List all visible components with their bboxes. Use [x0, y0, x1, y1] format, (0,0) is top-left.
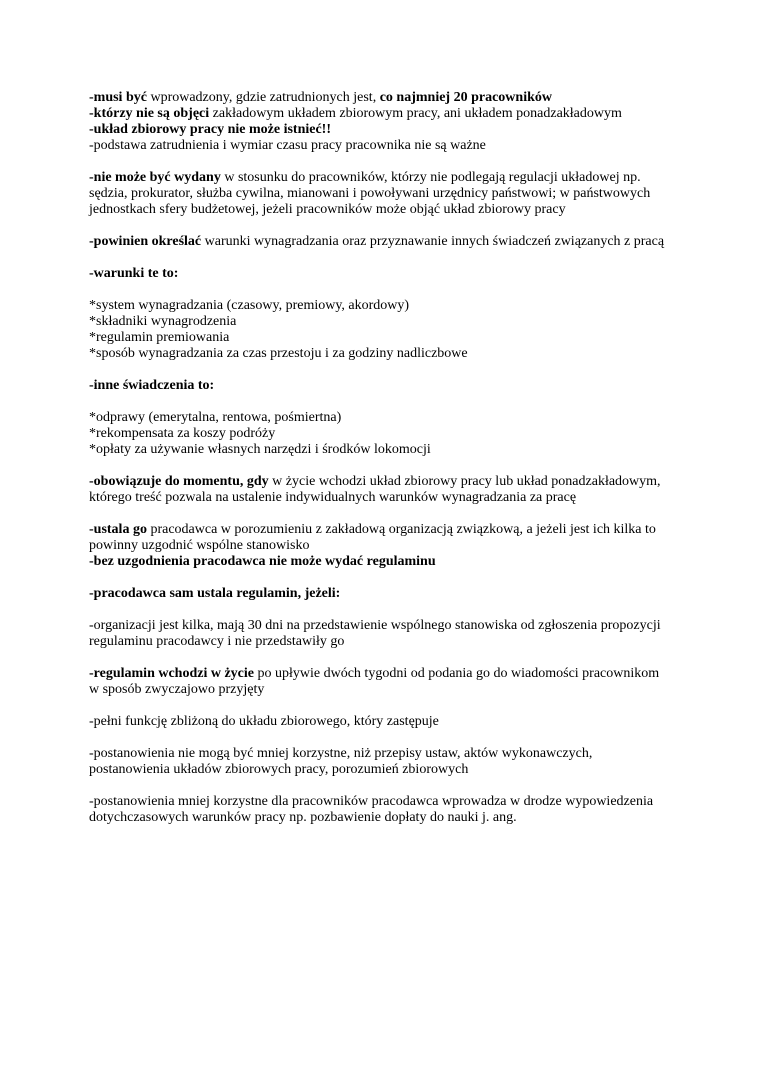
list-item: *składniki wynagrodzenia [89, 314, 237, 329]
heading-conditions [89, 266, 679, 282]
text-line: powinny uzgodnić wspólne stanowisko [89, 538, 310, 553]
text-line: w sposób zwyczajowo przyjęty [89, 682, 265, 697]
bold-term: -nie może być wydany [89, 170, 221, 185]
text-run: zakładowym układem zbiorowym pracy, ani układem ponadzakładowym [209, 106, 622, 121]
text-line [89, 586, 679, 602]
paragraph-entry-into-force [89, 666, 679, 698]
bold-term: -musi być [89, 90, 147, 105]
text-run: wprowadzony, gdzie zatrudnionych jest, [146, 90, 380, 105]
bold-term: -warunki te to: [89, 266, 179, 281]
list-item: *sposób wynagradzania za czas przestoju i za godziny nadliczbowe [89, 346, 468, 361]
text-line [89, 522, 679, 538]
list-item: *regulamin premiowania [89, 330, 230, 345]
list-item: *odprawy (emerytalna, rentowa, pośmiertna) [89, 410, 342, 425]
heading-employer-alone [89, 586, 679, 602]
bold-term: -inne świadczenia to: [89, 378, 215, 393]
paragraph-establishment [89, 522, 679, 570]
text-line: -podstawa zatrudnienia i wymiar czasu pracy pracownika nie są ważne [89, 138, 486, 153]
text-line: regulaminu pracodawcy i nie przedstawiły go [89, 634, 345, 649]
document-page [89, 90, 679, 842]
text-line: -postanowienia mniej korzystne dla pracowników pracodawca wprowadza w drodze wypowiedzenia [89, 794, 654, 809]
paragraph-organizations [89, 618, 679, 650]
paragraph-function [89, 714, 679, 730]
text-line: postanowienia układów zbiorowych pracy, porozumień zbiorowych [89, 762, 469, 777]
bold-term: -układ zbiorowy pracy nie może istnieć!! [89, 122, 331, 137]
text-run: warunki wynagradzania oraz przyznawanie innych świadczeń związanych z pracą [201, 234, 665, 249]
text-line [89, 554, 679, 570]
bold-term: -ustala go [89, 522, 147, 537]
bold-term: -powinien określać [89, 234, 202, 249]
bold-term: -bez uzgodnienia pracodawca nie może wydać regulaminu [89, 554, 436, 569]
text-line: sędzia, prokurator, służba cywilna, mianowani i powoływani urzędnicy państwowi; w państwowych [89, 186, 651, 201]
text-line [89, 474, 679, 490]
text-line: -postanowienia nie mogą być mniej korzystne, niż przepisy ustaw, aktów wykonawczych, [89, 746, 593, 761]
text-line: -organizacji jest kilka, mają 30 dni na przedstawienie wspólnego stanowiska od zgłoszenia propozycji [89, 618, 661, 633]
bold-term: -pracodawca sam ustala regulamin, jeżeli: [89, 586, 341, 601]
paragraph-content [89, 234, 679, 250]
text-line: -pełni funkcję zbliżoną do układu zbiorowego, który zastępuje [89, 714, 439, 729]
text-line [89, 266, 679, 282]
text-run: po upływie dwóch tygodni od podania go do wiadomości pracownikom [254, 666, 660, 681]
bold-term: -którzy nie są objęci [89, 106, 210, 121]
text-line [89, 234, 679, 250]
text-line [89, 90, 679, 106]
text-line: którego treść pozwala na ustalenie indywidualnych warunków wynagradzania za pracę [89, 490, 577, 505]
text-line [89, 170, 679, 186]
text-run: pracodawca w porozumieniu z zakładową organizacją związkową, a jeżeli jest ich kilka to [146, 522, 656, 537]
text-line [89, 378, 679, 394]
paragraph-scope [89, 90, 679, 154]
paragraph-validity [89, 474, 679, 506]
text-line: jednostkach sfery budżetowej, jeżeli pracowników może objąć układ zbiorowy pracy [89, 202, 566, 217]
list-item: *opłaty za używanie własnych narzędzi i środków lokomocji [89, 442, 431, 457]
text-run: w życie wchodzi układ zbiorowy pracy lub układ ponadzakładowym, [268, 474, 661, 489]
list-item: *system wynagradzania (czasowy, premiowy, akordowy) [89, 298, 410, 313]
list-conditions [89, 298, 679, 362]
bold-term: -regulamin wchodzi w życie [89, 666, 254, 681]
text-line: dotychczasowych warunków pracy np. pozbawienie dopłaty do nauki j. ang. [89, 810, 517, 825]
text-run: w stosunku do pracowników, którzy nie podlegają regulacji układowej np. [220, 170, 641, 185]
list-item: *rekompensata za koszy podróży [89, 426, 276, 441]
text-line [89, 106, 679, 122]
paragraph-less-favorable [89, 794, 679, 826]
heading-benefits [89, 378, 679, 394]
bold-term: co najmniej 20 pracowników [379, 90, 552, 105]
text-line [89, 666, 679, 682]
paragraph-exclusions [89, 170, 679, 218]
text-line [89, 122, 679, 138]
bold-term: -obowiązuje do momentu, gdy [89, 474, 269, 489]
list-benefits [89, 410, 679, 458]
paragraph-provisions [89, 746, 679, 778]
